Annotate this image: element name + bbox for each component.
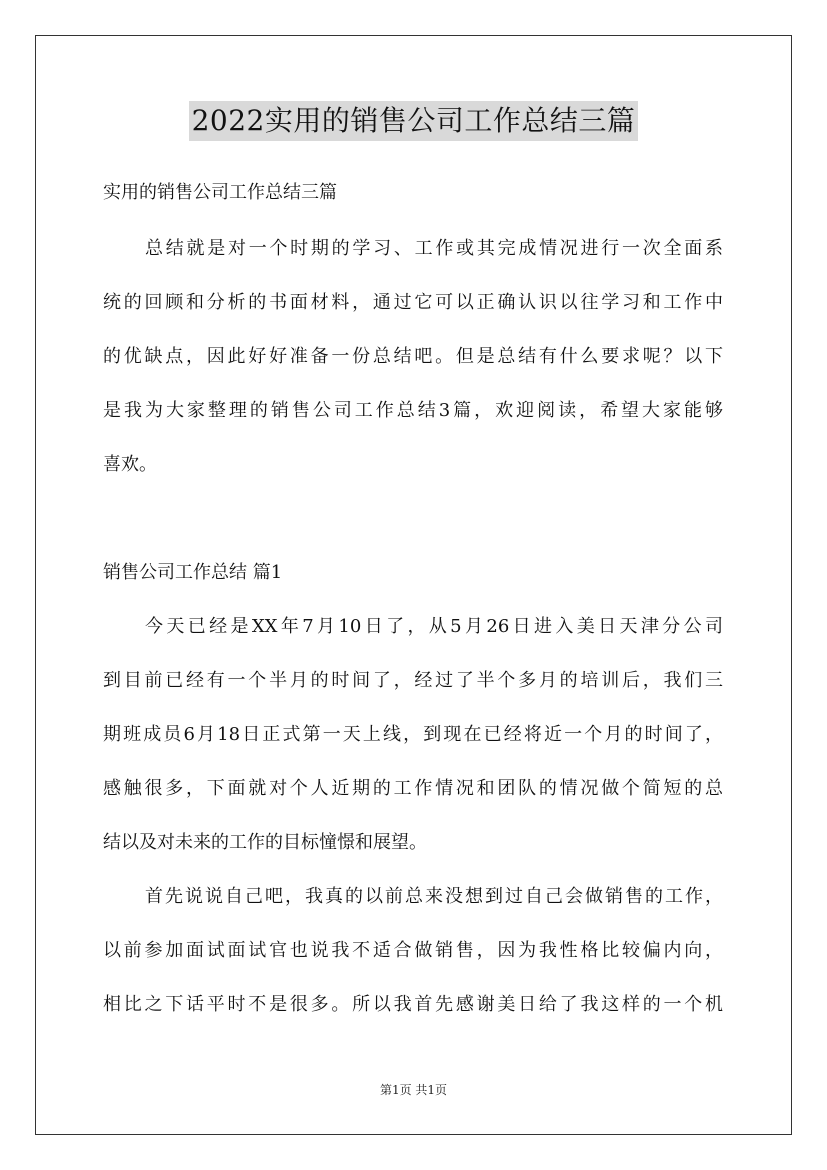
intro-line: 的优缺点，因此好好准备一份总结吧。但是总结有什么要求呢？以下: [103, 346, 723, 367]
paragraph-line: 感触很多，下面就对个人近期的工作情况和团队的情况做个简短的总: [103, 778, 723, 799]
section-heading: 销售公司工作总结 篇1: [103, 562, 283, 583]
title-container: [0, 101, 827, 141]
page-number: 第1页 共1页: [379, 1083, 448, 1097]
document-title: 2022实用的销售公司工作总结三篇: [189, 101, 639, 141]
document-subtitle: 实用的销售公司工作总结三篇: [103, 182, 337, 203]
paragraph-line: 以前参加面试面试官也说我不适合做销售，因为我性格比较偏内向，: [103, 940, 723, 961]
paragraph-line: 首先说说自己吧，我真的以前总来没想到过自己会做销售的工作，: [145, 886, 723, 907]
paragraph-line: 结以及对未来的工作的目标憧憬和展望。: [103, 832, 427, 853]
paragraph-line: 到目前已经有一个半月的时间了，经过了半个多月的培训后，我们三: [103, 670, 723, 691]
intro-line: 是我为大家整理的销售公司工作总结3篇，欢迎阅读，希望大家能够: [103, 400, 723, 421]
intro-line: 总结就是对一个时期的学习、工作或其完成情况进行一次全面系: [145, 238, 723, 259]
paragraph-line: 相比之下话平时不是很多。所以我首先感谢美日给了我这样的一个机: [103, 994, 723, 1015]
paragraph-line: 今天已经是XX年7月10日了，从5月26日进入美日天津分公司: [145, 616, 723, 637]
paragraph-line: 期班成员6月18日正式第一天上线，到现在已经将近一个月的时间了，: [103, 724, 723, 745]
intro-line: 统的回顾和分析的书面材料，通过它可以正确认识以往学习和工作中: [103, 292, 723, 313]
intro-line: 喜欢。: [103, 454, 157, 475]
